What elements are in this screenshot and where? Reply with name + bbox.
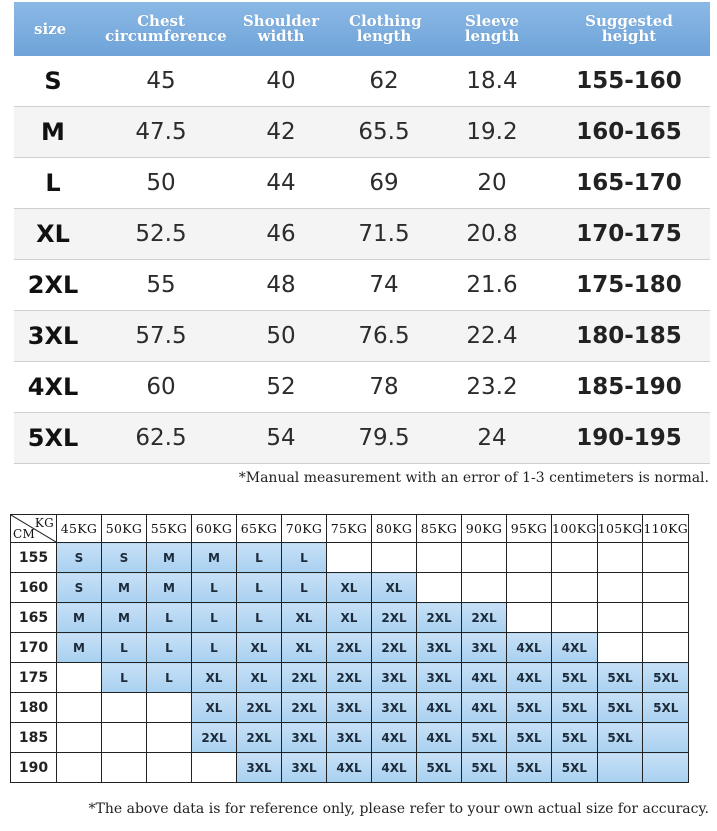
size-recommendation-cell bbox=[507, 603, 552, 633]
size-recommendation-cell: 4XL bbox=[462, 663, 507, 693]
size-recommendation-cell: 5XL bbox=[597, 663, 643, 693]
size-recommendation-cell bbox=[643, 543, 689, 573]
height-label: 160 bbox=[11, 573, 57, 603]
size-recommendation-cell bbox=[102, 693, 147, 723]
size-cell-size: M bbox=[14, 107, 92, 158]
size-recommendation-cell: L bbox=[237, 543, 282, 573]
size-recommendation-cell bbox=[417, 573, 462, 603]
height-label: 170 bbox=[11, 633, 57, 663]
size-recommendation-cell: 3XL bbox=[417, 663, 462, 693]
size-cell-size: S bbox=[14, 56, 92, 107]
size-cell-sleeve: 21.6 bbox=[436, 260, 548, 311]
size-recommendation-cell: 3XL bbox=[417, 633, 462, 663]
size-recommendation-cell: M bbox=[192, 543, 237, 573]
weight-header: 110KG bbox=[643, 515, 689, 543]
size-row bbox=[14, 107, 710, 158]
size-recommendation-cell: L bbox=[102, 633, 147, 663]
weight-header: 60KG bbox=[192, 515, 237, 543]
size-table-body bbox=[14, 56, 710, 464]
size-recommendation-cell: 3XL bbox=[462, 633, 507, 663]
size-recommendation-cell bbox=[147, 753, 192, 783]
size-recommendation-cell: 3XL bbox=[237, 753, 282, 783]
weight-height-body bbox=[11, 543, 689, 783]
header-shoulder bbox=[230, 2, 332, 56]
height-label: 155 bbox=[11, 543, 57, 573]
size-recommendation-cell: L bbox=[147, 603, 192, 633]
weight-header: 75KG bbox=[327, 515, 372, 543]
size-cell-shoulder: 42 bbox=[230, 107, 332, 158]
size-recommendation-cell bbox=[643, 723, 689, 753]
size-recommendation-cell bbox=[147, 693, 192, 723]
size-recommendation-cell: 4XL bbox=[507, 663, 552, 693]
weight-header: 70KG bbox=[282, 515, 327, 543]
header-height bbox=[548, 2, 710, 56]
size-recommendation-cell: 2XL bbox=[462, 603, 507, 633]
size-recommendation-cell: 3XL bbox=[282, 753, 327, 783]
size-cell-shoulder: 54 bbox=[230, 413, 332, 464]
size-recommendation-cell: 3XL bbox=[327, 723, 372, 753]
size-recommendation-cell: 5XL bbox=[507, 693, 552, 723]
size-cell-shoulder: 40 bbox=[230, 56, 332, 107]
weight-header: 55KG bbox=[147, 515, 192, 543]
weight-header: 80KG bbox=[372, 515, 417, 543]
height-row bbox=[11, 753, 689, 783]
header-shoulder-label: Shoulder width bbox=[242, 12, 320, 45]
size-recommendation-cell: M bbox=[57, 633, 102, 663]
size-recommendation-cell: L bbox=[147, 663, 192, 693]
size-cell-length: 62 bbox=[332, 56, 436, 107]
weight-header: 45KG bbox=[57, 515, 102, 543]
size-recommendation-cell: 5XL bbox=[552, 663, 598, 693]
size-recommendation-cell bbox=[597, 573, 643, 603]
size-cell-height: 180-185 bbox=[548, 311, 710, 362]
size-recommendation-cell: XL bbox=[372, 573, 417, 603]
size-recommendation-cell: 2XL bbox=[327, 663, 372, 693]
size-cell-size: 5XL bbox=[14, 413, 92, 464]
size-row bbox=[14, 413, 710, 464]
height-row bbox=[11, 663, 689, 693]
size-table-header-row bbox=[14, 2, 710, 56]
size-recommendation-cell: XL bbox=[192, 693, 237, 723]
size-recommendation-cell: XL bbox=[237, 663, 282, 693]
size-recommendation-cell: S bbox=[57, 543, 102, 573]
weight-header: 105KG bbox=[597, 515, 643, 543]
size-recommendation-cell: L bbox=[237, 573, 282, 603]
size-recommendation-cell: 2XL bbox=[282, 693, 327, 723]
size-cell-chest: 60 bbox=[92, 362, 230, 413]
size-cell-sleeve: 20.8 bbox=[436, 209, 548, 260]
size-recommendation-cell bbox=[192, 753, 237, 783]
size-recommendation-cell: XL bbox=[327, 603, 372, 633]
size-cell-sleeve: 22.4 bbox=[436, 311, 548, 362]
size-recommendation-cell bbox=[327, 543, 372, 573]
size-cell-size: 4XL bbox=[14, 362, 92, 413]
size-cell-chest: 50 bbox=[92, 158, 230, 209]
height-label: 185 bbox=[11, 723, 57, 753]
size-row bbox=[14, 158, 710, 209]
size-recommendation-cell bbox=[417, 543, 462, 573]
size-recommendation-cell: 5XL bbox=[507, 753, 552, 783]
size-recommendation-cell: 3XL bbox=[372, 663, 417, 693]
size-recommendation-cell: L bbox=[192, 603, 237, 633]
size-recommendation-cell: 2XL bbox=[237, 723, 282, 753]
size-recommendation-cell: M bbox=[57, 603, 102, 633]
size-recommendation-cell bbox=[57, 753, 102, 783]
size-recommendation-cell bbox=[643, 633, 689, 663]
weight-header: 100KG bbox=[552, 515, 598, 543]
size-recommendation-cell: L bbox=[102, 663, 147, 693]
size-recommendation-cell bbox=[552, 543, 598, 573]
size-cell-height: 185-190 bbox=[548, 362, 710, 413]
size-recommendation-cell bbox=[507, 573, 552, 603]
size-cell-chest: 62.5 bbox=[92, 413, 230, 464]
size-cell-height: 175-180 bbox=[548, 260, 710, 311]
size-recommendation-cell: 4XL bbox=[372, 723, 417, 753]
size-recommendation-cell: 4XL bbox=[462, 693, 507, 723]
size-recommendation-cell: M bbox=[102, 603, 147, 633]
size-cell-height: 160-165 bbox=[548, 107, 710, 158]
height-label: 190 bbox=[11, 753, 57, 783]
header-size: size bbox=[14, 2, 92, 56]
size-recommendation-cell bbox=[552, 573, 598, 603]
size-cell-sleeve: 20 bbox=[436, 158, 548, 209]
height-row bbox=[11, 633, 689, 663]
size-recommendation-cell bbox=[597, 543, 643, 573]
weight-header: 50KG bbox=[102, 515, 147, 543]
size-cell-height: 190-195 bbox=[548, 413, 710, 464]
weight-height-chart bbox=[10, 514, 689, 783]
height-label: 180 bbox=[11, 693, 57, 723]
size-recommendation-cell bbox=[552, 603, 598, 633]
size-cell-chest: 45 bbox=[92, 56, 230, 107]
size-recommendation-cell: M bbox=[147, 573, 192, 603]
weight-header: 65KG bbox=[237, 515, 282, 543]
size-recommendation-cell bbox=[57, 693, 102, 723]
size-recommendation-cell: 5XL bbox=[597, 693, 643, 723]
size-recommendation-cell: M bbox=[147, 543, 192, 573]
size-cell-height: 165-170 bbox=[548, 158, 710, 209]
size-cell-length: 79.5 bbox=[332, 413, 436, 464]
size-cell-shoulder: 50 bbox=[230, 311, 332, 362]
size-recommendation-cell bbox=[57, 723, 102, 753]
size-cell-height: 170-175 bbox=[548, 209, 710, 260]
size-recommendation-cell: 3XL bbox=[372, 693, 417, 723]
size-recommendation-cell: 5XL bbox=[552, 723, 598, 753]
size-recommendation-cell: 3XL bbox=[282, 723, 327, 753]
size-recommendation-cell: 2XL bbox=[282, 663, 327, 693]
size-recommendation-cell: M bbox=[102, 573, 147, 603]
size-recommendation-cell: XL bbox=[192, 663, 237, 693]
size-recommendation-cell: L bbox=[237, 603, 282, 633]
size-recommendation-cell: 2XL bbox=[417, 603, 462, 633]
weight-header: 95KG bbox=[507, 515, 552, 543]
size-recommendation-cell: 4XL bbox=[417, 693, 462, 723]
size-recommendation-cell: XL bbox=[237, 633, 282, 663]
size-recommendation-cell: 2XL bbox=[237, 693, 282, 723]
size-recommendation-cell: 5XL bbox=[552, 693, 598, 723]
size-recommendation-cell: 4XL bbox=[417, 723, 462, 753]
size-cell-size: L bbox=[14, 158, 92, 209]
size-recommendation-cell: L bbox=[192, 573, 237, 603]
header-chest-label: Chest circumference bbox=[105, 12, 227, 45]
size-recommendation-cell: XL bbox=[282, 603, 327, 633]
size-recommendation-cell: 5XL bbox=[462, 723, 507, 753]
height-row bbox=[11, 723, 689, 753]
size-recommendation-cell bbox=[57, 663, 102, 693]
header-height-label: Suggested height bbox=[585, 12, 673, 45]
size-recommendation-cell: 2XL bbox=[192, 723, 237, 753]
size-recommendation-cell: 4XL bbox=[507, 633, 552, 663]
size-measurement-table bbox=[14, 2, 710, 464]
size-cell-length: 71.5 bbox=[332, 209, 436, 260]
size-cell-chest: 55 bbox=[92, 260, 230, 311]
size-recommendation-cell: L bbox=[192, 633, 237, 663]
size-recommendation-cell: 2XL bbox=[372, 633, 417, 663]
height-label: 175 bbox=[11, 663, 57, 693]
size-cell-length: 69 bbox=[332, 158, 436, 209]
header-length bbox=[332, 2, 436, 56]
size-cell-sleeve: 23.2 bbox=[436, 362, 548, 413]
size-row bbox=[14, 311, 710, 362]
size-cell-length: 65.5 bbox=[332, 107, 436, 158]
size-cell-chest: 57.5 bbox=[92, 311, 230, 362]
size-recommendation-cell: 5XL bbox=[552, 753, 598, 783]
size-cell-chest: 47.5 bbox=[92, 107, 230, 158]
size-recommendation-cell: 3XL bbox=[327, 693, 372, 723]
height-row bbox=[11, 573, 689, 603]
header-sleeve bbox=[436, 2, 548, 56]
weight-header: 90KG bbox=[462, 515, 507, 543]
size-recommendation-cell: 2XL bbox=[372, 603, 417, 633]
size-recommendation-cell bbox=[643, 573, 689, 603]
size-recommendation-cell: S bbox=[102, 543, 147, 573]
size-cell-size: XL bbox=[14, 209, 92, 260]
size-cell-shoulder: 46 bbox=[230, 209, 332, 260]
size-recommendation-cell bbox=[147, 723, 192, 753]
corner-cell bbox=[11, 515, 57, 543]
size-cell-size: 2XL bbox=[14, 260, 92, 311]
size-recommendation-cell bbox=[102, 753, 147, 783]
header-sleeve-label: Sleeve length bbox=[464, 12, 520, 45]
size-recommendation-cell bbox=[462, 573, 507, 603]
height-label: 165 bbox=[11, 603, 57, 633]
reference-note: *The above data is for reference only, please refer to your own actual size for accuracy. bbox=[88, 801, 709, 817]
size-cell-sleeve: 19.2 bbox=[436, 107, 548, 158]
size-cell-sleeve: 24 bbox=[436, 413, 548, 464]
size-cell-length: 78 bbox=[332, 362, 436, 413]
size-recommendation-cell: 4XL bbox=[552, 633, 598, 663]
size-recommendation-cell bbox=[372, 543, 417, 573]
size-recommendation-cell: XL bbox=[327, 573, 372, 603]
size-recommendation-cell: 4XL bbox=[372, 753, 417, 783]
corner-cm-label: CM bbox=[13, 527, 36, 541]
size-recommendation-cell bbox=[597, 753, 643, 783]
measurement-note: *Manual measurement with an error of 1-3 centimeters is normal. bbox=[238, 470, 709, 486]
size-recommendation-cell: 5XL bbox=[417, 753, 462, 783]
size-recommendation-cell: L bbox=[282, 543, 327, 573]
size-recommendation-cell: XL bbox=[282, 633, 327, 663]
size-cell-shoulder: 52 bbox=[230, 362, 332, 413]
size-recommendation-cell bbox=[643, 603, 689, 633]
size-cell-length: 74 bbox=[332, 260, 436, 311]
size-cell-shoulder: 44 bbox=[230, 158, 332, 209]
size-cell-height: 155-160 bbox=[548, 56, 710, 107]
corner-kg-label: KG bbox=[34, 516, 54, 530]
size-cell-size: 3XL bbox=[14, 311, 92, 362]
size-recommendation-cell bbox=[507, 543, 552, 573]
size-cell-shoulder: 48 bbox=[230, 260, 332, 311]
size-recommendation-cell: S bbox=[57, 573, 102, 603]
size-recommendation-cell: 5XL bbox=[643, 663, 689, 693]
size-cell-chest: 52.5 bbox=[92, 209, 230, 260]
height-row bbox=[11, 693, 689, 723]
size-row bbox=[14, 362, 710, 413]
size-recommendation-cell: 5XL bbox=[597, 723, 643, 753]
size-cell-sleeve: 18.4 bbox=[436, 56, 548, 107]
header-length-label: Clothing length bbox=[349, 12, 422, 45]
size-recommendation-cell: 4XL bbox=[327, 753, 372, 783]
size-recommendation-cell: L bbox=[282, 573, 327, 603]
size-recommendation-cell: 5XL bbox=[643, 693, 689, 723]
size-row bbox=[14, 260, 710, 311]
size-recommendation-cell bbox=[643, 753, 689, 783]
size-cell-length: 76.5 bbox=[332, 311, 436, 362]
size-recommendation-cell: 2XL bbox=[327, 633, 372, 663]
size-recommendation-cell bbox=[462, 543, 507, 573]
weight-header: 85KG bbox=[417, 515, 462, 543]
size-recommendation-cell bbox=[102, 723, 147, 753]
size-recommendation-cell: L bbox=[147, 633, 192, 663]
size-recommendation-cell: 5XL bbox=[507, 723, 552, 753]
size-recommendation-cell bbox=[597, 603, 643, 633]
weight-header-row bbox=[11, 515, 689, 543]
size-recommendation-cell: 5XL bbox=[462, 753, 507, 783]
header-chest bbox=[92, 2, 230, 56]
size-row bbox=[14, 56, 710, 107]
height-row bbox=[11, 603, 689, 633]
size-row bbox=[14, 209, 710, 260]
size-recommendation-cell bbox=[597, 633, 643, 663]
height-row bbox=[11, 543, 689, 573]
